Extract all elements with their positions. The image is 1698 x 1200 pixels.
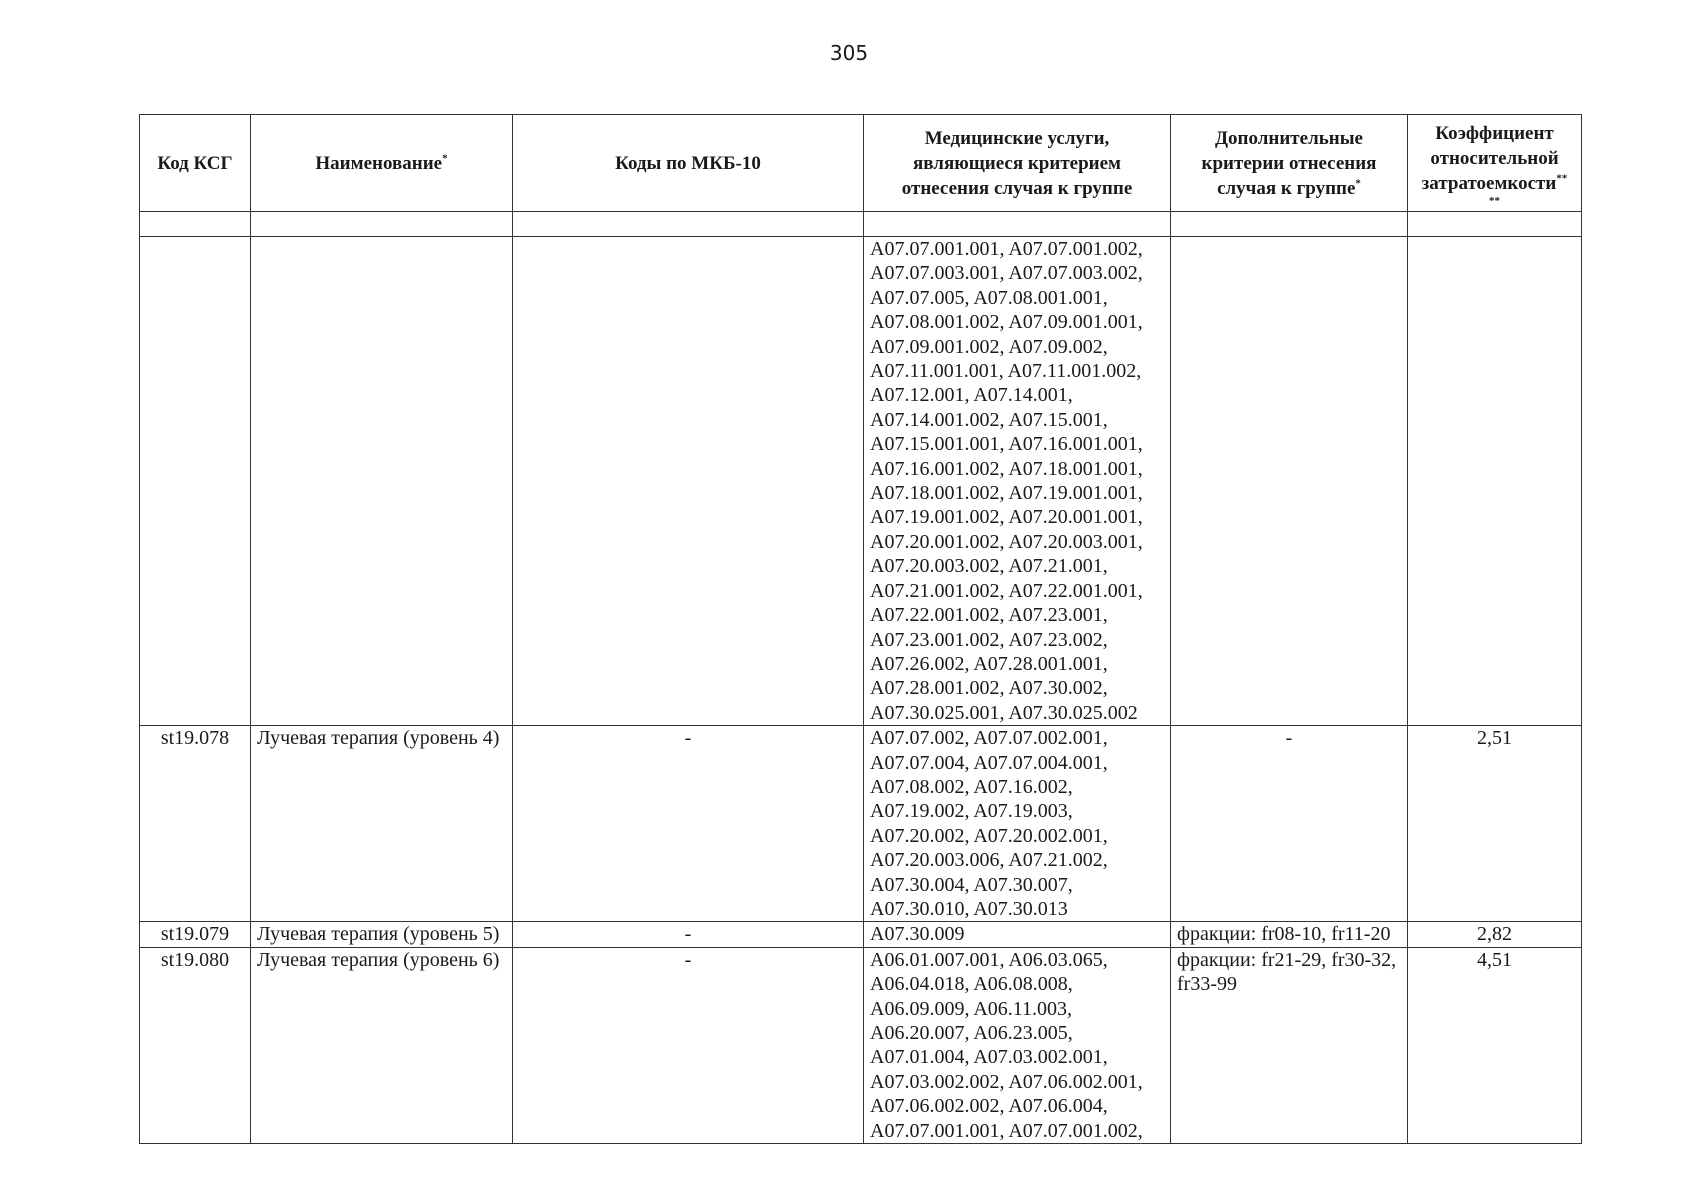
page-number: 305 xyxy=(829,41,869,65)
header-line: отнесения случая к группе xyxy=(901,177,1133,199)
header-line: относительной xyxy=(1430,147,1559,169)
cell-criteria-line: - xyxy=(1285,727,1293,750)
cell-services-line: A07.07.003.001, A07.07.003.002, xyxy=(870,262,1143,285)
cell-services-line: A07.07.004, A07.07.004.001, xyxy=(870,751,1108,774)
cell-services xyxy=(864,237,1171,726)
header-line: случая к группе* xyxy=(1217,177,1361,199)
cell-services-line: A06.01.007.001, A06.03.065, xyxy=(870,948,1108,971)
cell-services-line: A07.08.002, A07.16.002, xyxy=(870,775,1073,798)
cell-services-line: A07.21.001.002, A07.22.001.001, xyxy=(870,579,1143,602)
cell-services-line: A07.26.002, A07.28.001.001, xyxy=(870,652,1108,675)
table-row xyxy=(140,726,1582,922)
cell-services-line: A07.08.001.002, A07.09.001.001, xyxy=(870,311,1143,334)
cell-coefficient xyxy=(1408,237,1582,726)
header-coefficient xyxy=(1408,115,1582,212)
cell-icd: - xyxy=(513,922,864,947)
header-line: Коэффициент xyxy=(1435,122,1554,144)
cell-services-line: A07.28.001.002, A07.30.002, xyxy=(870,677,1108,700)
cell-services xyxy=(864,922,1171,947)
header-line: Дополнительные xyxy=(1214,127,1363,149)
cell-services xyxy=(864,726,1171,922)
cell-criteria xyxy=(1171,922,1408,947)
cell-services-line: A07.20.002, A07.20.002.001, xyxy=(870,824,1108,847)
cell-services-line: A07.07.002, A07.07.002.001, xyxy=(870,727,1108,750)
cell-criteria-line: фракции: fr21-29, fr30-32, xyxy=(1177,948,1397,971)
cell-services-line: A07.16.001.002, A07.18.001.001, xyxy=(870,457,1143,480)
cell-services-line: A07.09.001.002, A07.09.002, xyxy=(870,335,1108,358)
cell-services-line: A07.12.001, A07.14.001, xyxy=(870,384,1073,407)
cell-coefficient: 2,82 xyxy=(1408,922,1582,947)
cell-services-line: A06.20.007, A06.23.005, xyxy=(870,1022,1073,1044)
cell-services-line: A07.06.002.002, A07.06.004, xyxy=(870,1095,1108,1118)
cell-name xyxy=(251,237,513,726)
cell-services-line: A07.30.025.001, A07.30.025.002 xyxy=(870,701,1138,724)
table-row xyxy=(140,947,1582,1143)
cell-coefficient: 2,51 xyxy=(1408,726,1582,922)
header-line: Медицинские услуги, xyxy=(924,127,1110,149)
cell-code xyxy=(140,237,251,726)
cell-criteria xyxy=(1171,947,1408,1143)
header-services xyxy=(864,115,1171,212)
cell-services-line: A07.07.001.001, A07.07.001.002, xyxy=(870,238,1143,260)
cell-code: st19.078 xyxy=(140,726,251,922)
cell-services-line: A07.19.001.002, A07.20.001.001, xyxy=(870,506,1143,529)
cell-services-line: A07.23.001.002, A07.23.002, xyxy=(870,628,1108,651)
cell-icd: - xyxy=(513,726,864,922)
cell-criteria xyxy=(1171,726,1408,922)
cell-services-line: A07.20.001.002, A07.20.003.001, xyxy=(870,530,1143,553)
header-line: являющиеся критерием xyxy=(913,152,1121,174)
cell-criteria-line: фракции: fr08-10, fr11-20 xyxy=(1177,923,1391,946)
table-row xyxy=(140,922,1582,947)
cell-services-line: A07.20.003.002, A07.21.001, xyxy=(870,555,1108,578)
cell-services-line: A07.11.001.001, A07.11.001.002, xyxy=(870,360,1142,383)
header-line: Наименование* xyxy=(315,152,448,174)
cell-services-line: A07.15.001.001, A07.16.001.001, xyxy=(870,433,1143,456)
cell-coefficient: 4,51 xyxy=(1408,947,1582,1143)
header-code xyxy=(140,115,251,212)
footnote-marker: * xyxy=(1355,177,1361,190)
header-name xyxy=(251,115,513,212)
table-row xyxy=(140,237,1582,726)
header-line: Коды по МКБ-10 xyxy=(615,152,761,174)
cell-services-line: A07.07.005, A07.08.001.001, xyxy=(870,286,1108,309)
cell-services-line: A07.30.004, A07.30.007, xyxy=(870,873,1073,896)
cell-criteria xyxy=(1171,237,1408,726)
header-line: затратоемкости** xyxy=(1421,172,1568,194)
header-line: критерии отнесения xyxy=(1201,152,1377,174)
cell-code: st19.080 xyxy=(140,947,251,1143)
cell-services-line: A07.19.002, A07.19.003, xyxy=(870,800,1073,823)
footnote-marker: ** xyxy=(1489,194,1500,207)
footnote-marker: ** xyxy=(1556,172,1568,185)
cell-icd: - xyxy=(513,947,864,1143)
cell-services-line: A07.30.010, A07.30.013 xyxy=(870,897,1068,920)
cell-name: Лучевая терапия (уровень 5) xyxy=(251,922,513,947)
cell-services-line: A07.30.009 xyxy=(870,923,965,946)
cell-services-line: A07.22.001.002, A07.23.001, xyxy=(870,604,1108,627)
cell-services-line: A06.04.018, A06.08.008, xyxy=(870,973,1073,996)
header-criteria xyxy=(1171,115,1408,212)
cell-icd xyxy=(513,237,864,726)
cell-code: st19.079 xyxy=(140,922,251,947)
cell-services-line: A07.07.001.001, A07.07.001.002, xyxy=(870,1119,1143,1142)
footnote-marker: * xyxy=(442,152,448,165)
cell-name: Лучевая терапия (уровень 6) xyxy=(251,947,513,1143)
cell-criteria-line: fr33-99 xyxy=(1177,973,1237,996)
cell-services-line: A07.01.004, A07.03.002.001, xyxy=(870,1046,1108,1069)
header-line: Код КСГ xyxy=(157,152,233,174)
header-icd xyxy=(513,115,864,212)
cell-services-line: A07.03.002.002, A07.06.002.001, xyxy=(870,1070,1143,1093)
cell-services-line: A07.18.001.002, A07.19.001.001, xyxy=(870,482,1143,505)
table-header-row xyxy=(140,115,1582,212)
cell-services-line: A06.09.009, A06.11.003, xyxy=(870,997,1073,1020)
cell-services xyxy=(864,947,1171,1143)
cell-services-line: A07.20.003.006, A07.21.002, xyxy=(870,849,1108,872)
ksg-table xyxy=(139,114,1582,1144)
cell-services-line: A07.14.001.002, A07.15.001, xyxy=(870,408,1108,431)
header-spacer-row xyxy=(140,212,1582,237)
cell-name: Лучевая терапия (уровень 4) xyxy=(251,726,513,922)
